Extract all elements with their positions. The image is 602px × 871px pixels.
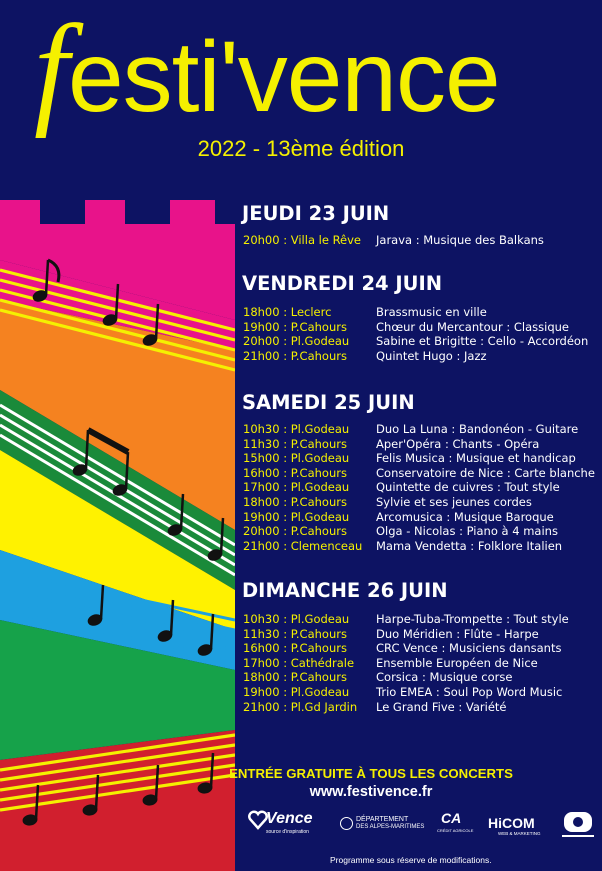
event-title: CRC Vence : Musiciens dansants bbox=[376, 641, 562, 655]
event-row bbox=[243, 510, 554, 525]
event-time-place: 20h00 : P.Cahours bbox=[243, 524, 347, 538]
event-title: Quintette de cuivres : Tout style bbox=[376, 480, 560, 494]
event-time-place: 17h00 : Cathédrale bbox=[243, 656, 355, 670]
logo-letter-f: f bbox=[34, 0, 69, 139]
event-row bbox=[243, 685, 563, 700]
day-title-jeudi: JEUDI 23 JUIN bbox=[242, 202, 390, 225]
event-row bbox=[243, 612, 569, 627]
event-row bbox=[243, 539, 563, 554]
disclaimer-note: Programme sous réserve de modifications. bbox=[330, 855, 492, 865]
event-row bbox=[243, 233, 544, 248]
event-row bbox=[243, 349, 487, 364]
emblem-icon bbox=[560, 810, 596, 842]
event-title: Corsica : Musique corse bbox=[376, 670, 513, 684]
event-time-place: 15h00 : Pl.Godeau bbox=[243, 451, 350, 465]
event-time-place: 18h00 : P.Cahours bbox=[243, 495, 347, 509]
event-title: Harpe-Tuba-Trompette : Tout style bbox=[376, 612, 569, 626]
event-time-place: 11h30 : P.Cahours bbox=[243, 437, 347, 451]
sponsor-credit-agricole bbox=[437, 810, 477, 838]
edition-subtitle: 2022 - 13ème édition bbox=[197, 136, 405, 161]
event-title: Trio EMEA : Soul Pop Word Music bbox=[376, 685, 563, 699]
event-time-place: 19h00 : Pl.Godeau bbox=[243, 510, 350, 524]
event-row bbox=[243, 480, 560, 495]
event-row bbox=[243, 422, 579, 437]
vence-heart-icon bbox=[248, 810, 268, 830]
sponsor-emblem bbox=[560, 810, 596, 842]
website-link[interactable]: www.festivence.fr bbox=[309, 784, 433, 800]
event-time-place: 19h00 : P.Cahours bbox=[243, 320, 347, 334]
festival-logo bbox=[34, 2, 594, 137]
event-row bbox=[243, 627, 539, 642]
hicom-sub: WEB & MARKETING bbox=[498, 831, 541, 836]
event-title: Olga - Nicolas : Piano à 4 mains bbox=[376, 524, 558, 538]
event-time-place: 18h00 : P.Cahours bbox=[243, 670, 347, 684]
logo-text: esti'vence bbox=[68, 21, 500, 133]
event-title: Le Grand Five : Variété bbox=[376, 700, 507, 714]
day-title-vendredi: VENDREDI 24 JUIN bbox=[242, 272, 443, 295]
vence-tagline: source d'inspiration bbox=[266, 829, 309, 835]
event-title: Ensemble Européen de Nice bbox=[376, 656, 538, 670]
event-row bbox=[243, 670, 513, 685]
credit-agricole-sub: CRÉDIT AGRICOLE bbox=[437, 828, 474, 833]
day-title-samedi: SAMEDI 25 JUIN bbox=[242, 391, 415, 414]
event-title: Chœur du Mercantour : Classique bbox=[376, 320, 569, 334]
event-row bbox=[243, 451, 576, 466]
departement-line1: DÉPARTEMENT bbox=[356, 816, 409, 823]
event-title: Quintet Hugo : Jazz bbox=[376, 349, 487, 363]
day-title-dimanche: DIMANCHE 26 JUIN bbox=[242, 579, 448, 602]
event-time-place: 21h00 : P.Cahours bbox=[243, 349, 347, 363]
free-entry-banner: ENTRÉE GRATUITE À TOUS LES CONCERTS bbox=[229, 766, 513, 781]
event-title: Jarava : Musique des Balkans bbox=[376, 233, 544, 247]
event-row bbox=[243, 437, 540, 452]
event-time-place: 21h00 : Pl.Gd Jardin bbox=[243, 700, 358, 714]
event-time-place: 11h30 : P.Cahours bbox=[243, 627, 347, 641]
event-time-place: 20h00 : Pl.Godeau bbox=[243, 334, 350, 348]
event-title: Sabine et Brigitte : Cello - Accordéon bbox=[376, 334, 589, 348]
hicom-logo: HiCOM bbox=[488, 815, 535, 831]
event-row bbox=[243, 641, 562, 656]
event-time-place: 21h00 : Clemenceau bbox=[243, 539, 363, 553]
vence-logo-text: Vence bbox=[266, 810, 313, 827]
event-row bbox=[243, 495, 532, 510]
event-title: Duo La Luna : Bandonéon - Guitare bbox=[376, 422, 579, 436]
event-row bbox=[243, 466, 595, 481]
event-title: Mama Vendetta : Folklore Italien bbox=[376, 539, 563, 553]
event-time-place: 17h00 : Pl.Godeau bbox=[243, 480, 350, 494]
event-time-place: 10h30 : Pl.Godeau bbox=[243, 422, 350, 436]
departement-line2: DES ALPES-MARITIMES bbox=[356, 824, 425, 830]
event-title: Duo Méridien : Flûte - Harpe bbox=[376, 627, 539, 641]
event-time-place: 16h00 : P.Cahours bbox=[243, 641, 347, 655]
event-title: Sylvie et ses jeunes cordes bbox=[376, 495, 532, 509]
event-title: Brassmusic en ville bbox=[376, 305, 487, 319]
credit-agricole-logo: CA bbox=[441, 810, 462, 826]
event-row bbox=[243, 524, 558, 539]
sponsor-departement bbox=[340, 815, 430, 837]
event-title: Felis Musica : Musique et handicap bbox=[376, 451, 576, 465]
event-row bbox=[243, 334, 589, 349]
event-time-place: 18h00 : Leclerc bbox=[243, 305, 332, 319]
event-time-place: 16h00 : P.Cahours bbox=[243, 466, 347, 480]
event-row bbox=[243, 656, 538, 671]
event-title: Conservatoire de Nice : Carte blanche bbox=[376, 466, 595, 480]
event-row bbox=[243, 700, 507, 715]
event-time-place: 19h00 : Pl.Godeau bbox=[243, 685, 350, 699]
event-time-place: 10h30 : Pl.Godeau bbox=[243, 612, 350, 626]
event-row bbox=[243, 305, 487, 320]
sponsor-vence bbox=[248, 808, 333, 838]
event-time-place: 20h00 : Villa le Rêve bbox=[243, 233, 361, 247]
departement-icon bbox=[340, 817, 353, 830]
event-title: Aper'Opéra : Chants - Opéra bbox=[376, 437, 540, 451]
event-title: Arcomusica : Musique Baroque bbox=[376, 510, 554, 524]
event-row bbox=[243, 320, 569, 335]
sponsor-hicom bbox=[488, 815, 548, 837]
